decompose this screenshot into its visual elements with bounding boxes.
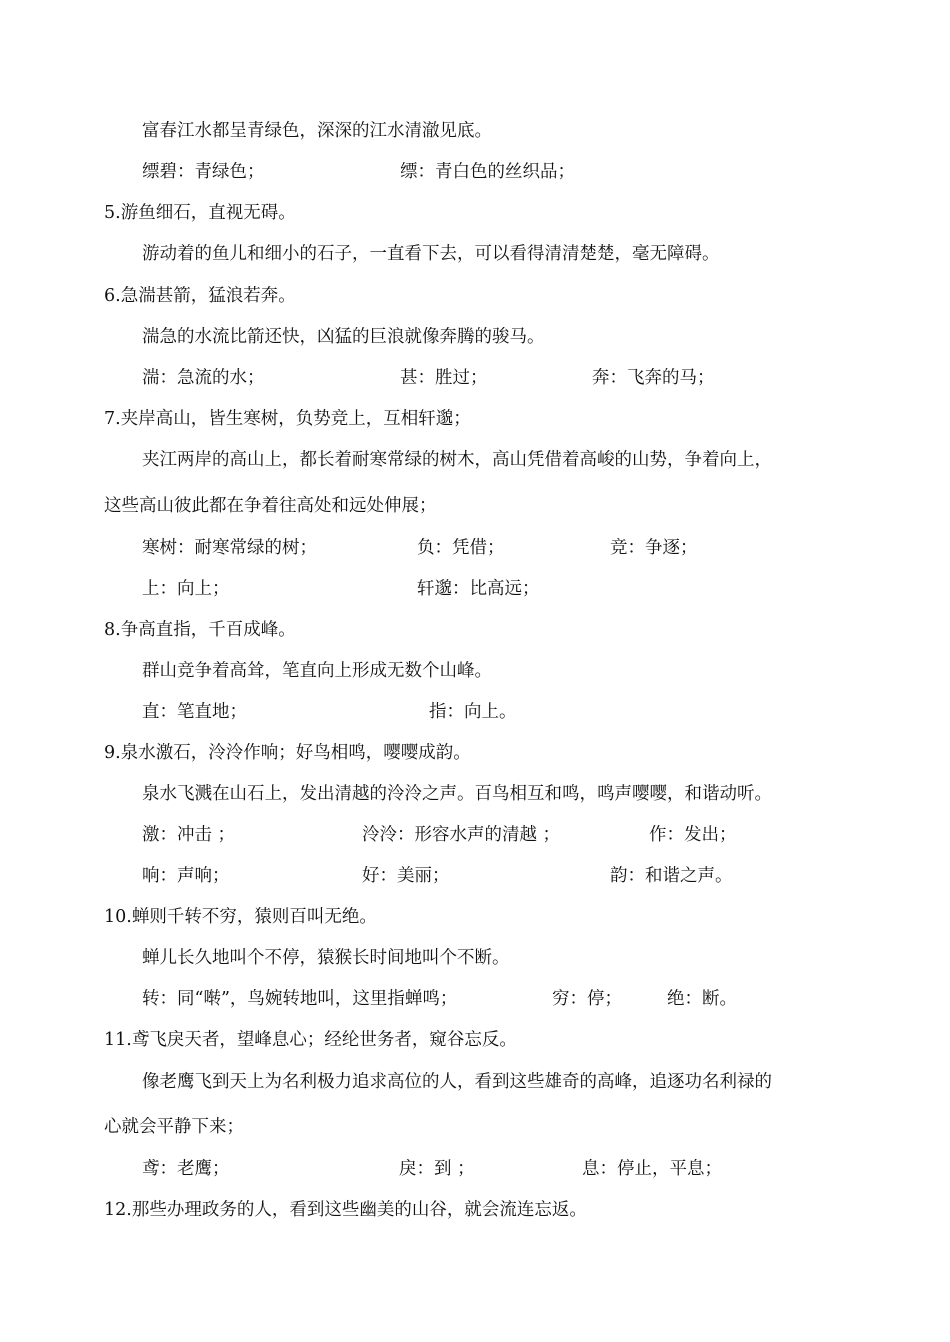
annotation: 寒树：耐寒常绿的树； [142,538,317,558]
annotation: 湍：急流的水； [142,368,265,388]
translation-line: 像老鹰飞到天上为名利极力追求高位的人，看到这些雄奇的高峰，追逐功名利禄的 [142,1072,772,1092]
annotation: 好：美丽； [362,866,450,886]
annotation: 竞：争逐； [610,538,698,558]
translation-line: 湍急的水流比箭还快，凶猛的巨浪就像奔腾的骏马。 [142,327,545,347]
annotation: 上：向上； [142,579,230,599]
annotation: 作：发出； [649,825,737,845]
translation-line: 心就会平静下来； [104,1117,244,1137]
annotation: 转：同“啭”，鸟婉转地叫，这里指蝉鸣； [142,989,458,1009]
annotation-row [142,700,890,724]
annotation: 响：声响； [142,866,230,886]
translation-line: 蝉儿长久地叫个不停，猿猴长时间地叫个不断。 [142,948,510,968]
translation-line: 富春江水都呈青绿色，深深的江水清澈见底。 [142,121,492,141]
annotation: 泠泠：形容水声的清越 ； [362,825,561,845]
sentence-heading: 6.急湍甚箭，猛浪若奔。 [104,286,296,306]
annotation: 缥碧：青绿色； [142,162,265,182]
annotation-row [142,366,890,390]
annotation: 轩邈：比高远； [417,579,540,599]
translation-line: 夹江两岸的高山上，都长着耐寒常绿的树木，高山凭借着高峻的山势，争着向上， [142,450,772,470]
annotation: 负：凭借； [417,538,505,558]
annotation-row [142,1157,890,1181]
sentence-heading: 11.鸢飞戾天者，望峰息心；经纶世务者，窥谷忘反。 [104,1030,517,1050]
sentence-heading: 9.泉水激石，泠泠作响；好鸟相鸣，嘤嘤成韵。 [104,743,471,763]
annotation: 息：停止，平息； [582,1159,722,1179]
annotation-row [142,864,890,888]
annotation: 激：冲击 ； [142,825,236,845]
annotation-row [142,823,890,847]
annotation: 缥：青白色的丝织品； [400,162,575,182]
translation-line: 泉水飞溅在山石上，发出清越的泠泠之声。百鸟相互和鸣，鸣声嘤嘤，和谐动听。 [142,784,772,804]
annotation: 鸢：老鹰； [142,1159,230,1179]
annotation: 甚：胜过； [400,368,488,388]
annotation-row [142,987,890,1011]
translation-line: 群山竞争着高耸，笔直向上形成无数个山峰。 [142,661,492,681]
sentence-heading: 10.蝉则千转不穷，猿则百叫无绝。 [104,907,377,927]
annotation: 绝：断。 [667,989,737,1009]
annotation: 穷：停； [552,989,622,1009]
sentence-heading: 7.夹岸高山，皆生寒树，负势竞上，互相轩邈； [104,409,471,429]
annotation-row [142,577,890,601]
sentence-heading: 12.那些办理政务的人，看到这些幽美的山谷，就会流连忘返。 [104,1200,587,1220]
annotation: 指：向上。 [429,702,517,722]
annotation: 韵：和谐之声。 [610,866,733,886]
annotation: 直：笔直地； [142,702,247,722]
translation-line: 游动着的鱼儿和细小的石子，一直看下去，可以看得清清楚楚，毫无障碍。 [142,244,720,264]
annotation-row [142,536,890,560]
annotation: 奔：飞奔的马； [592,368,715,388]
translation-line: 这些高山彼此都在争着往高处和远处伸展； [104,496,437,516]
sentence-heading: 5.游鱼细石，直视无碍。 [104,203,296,223]
annotation: 戾：到 ； [399,1159,475,1179]
sentence-heading: 8.争高直指，千百成峰。 [104,620,296,640]
annotation-row [142,160,890,184]
